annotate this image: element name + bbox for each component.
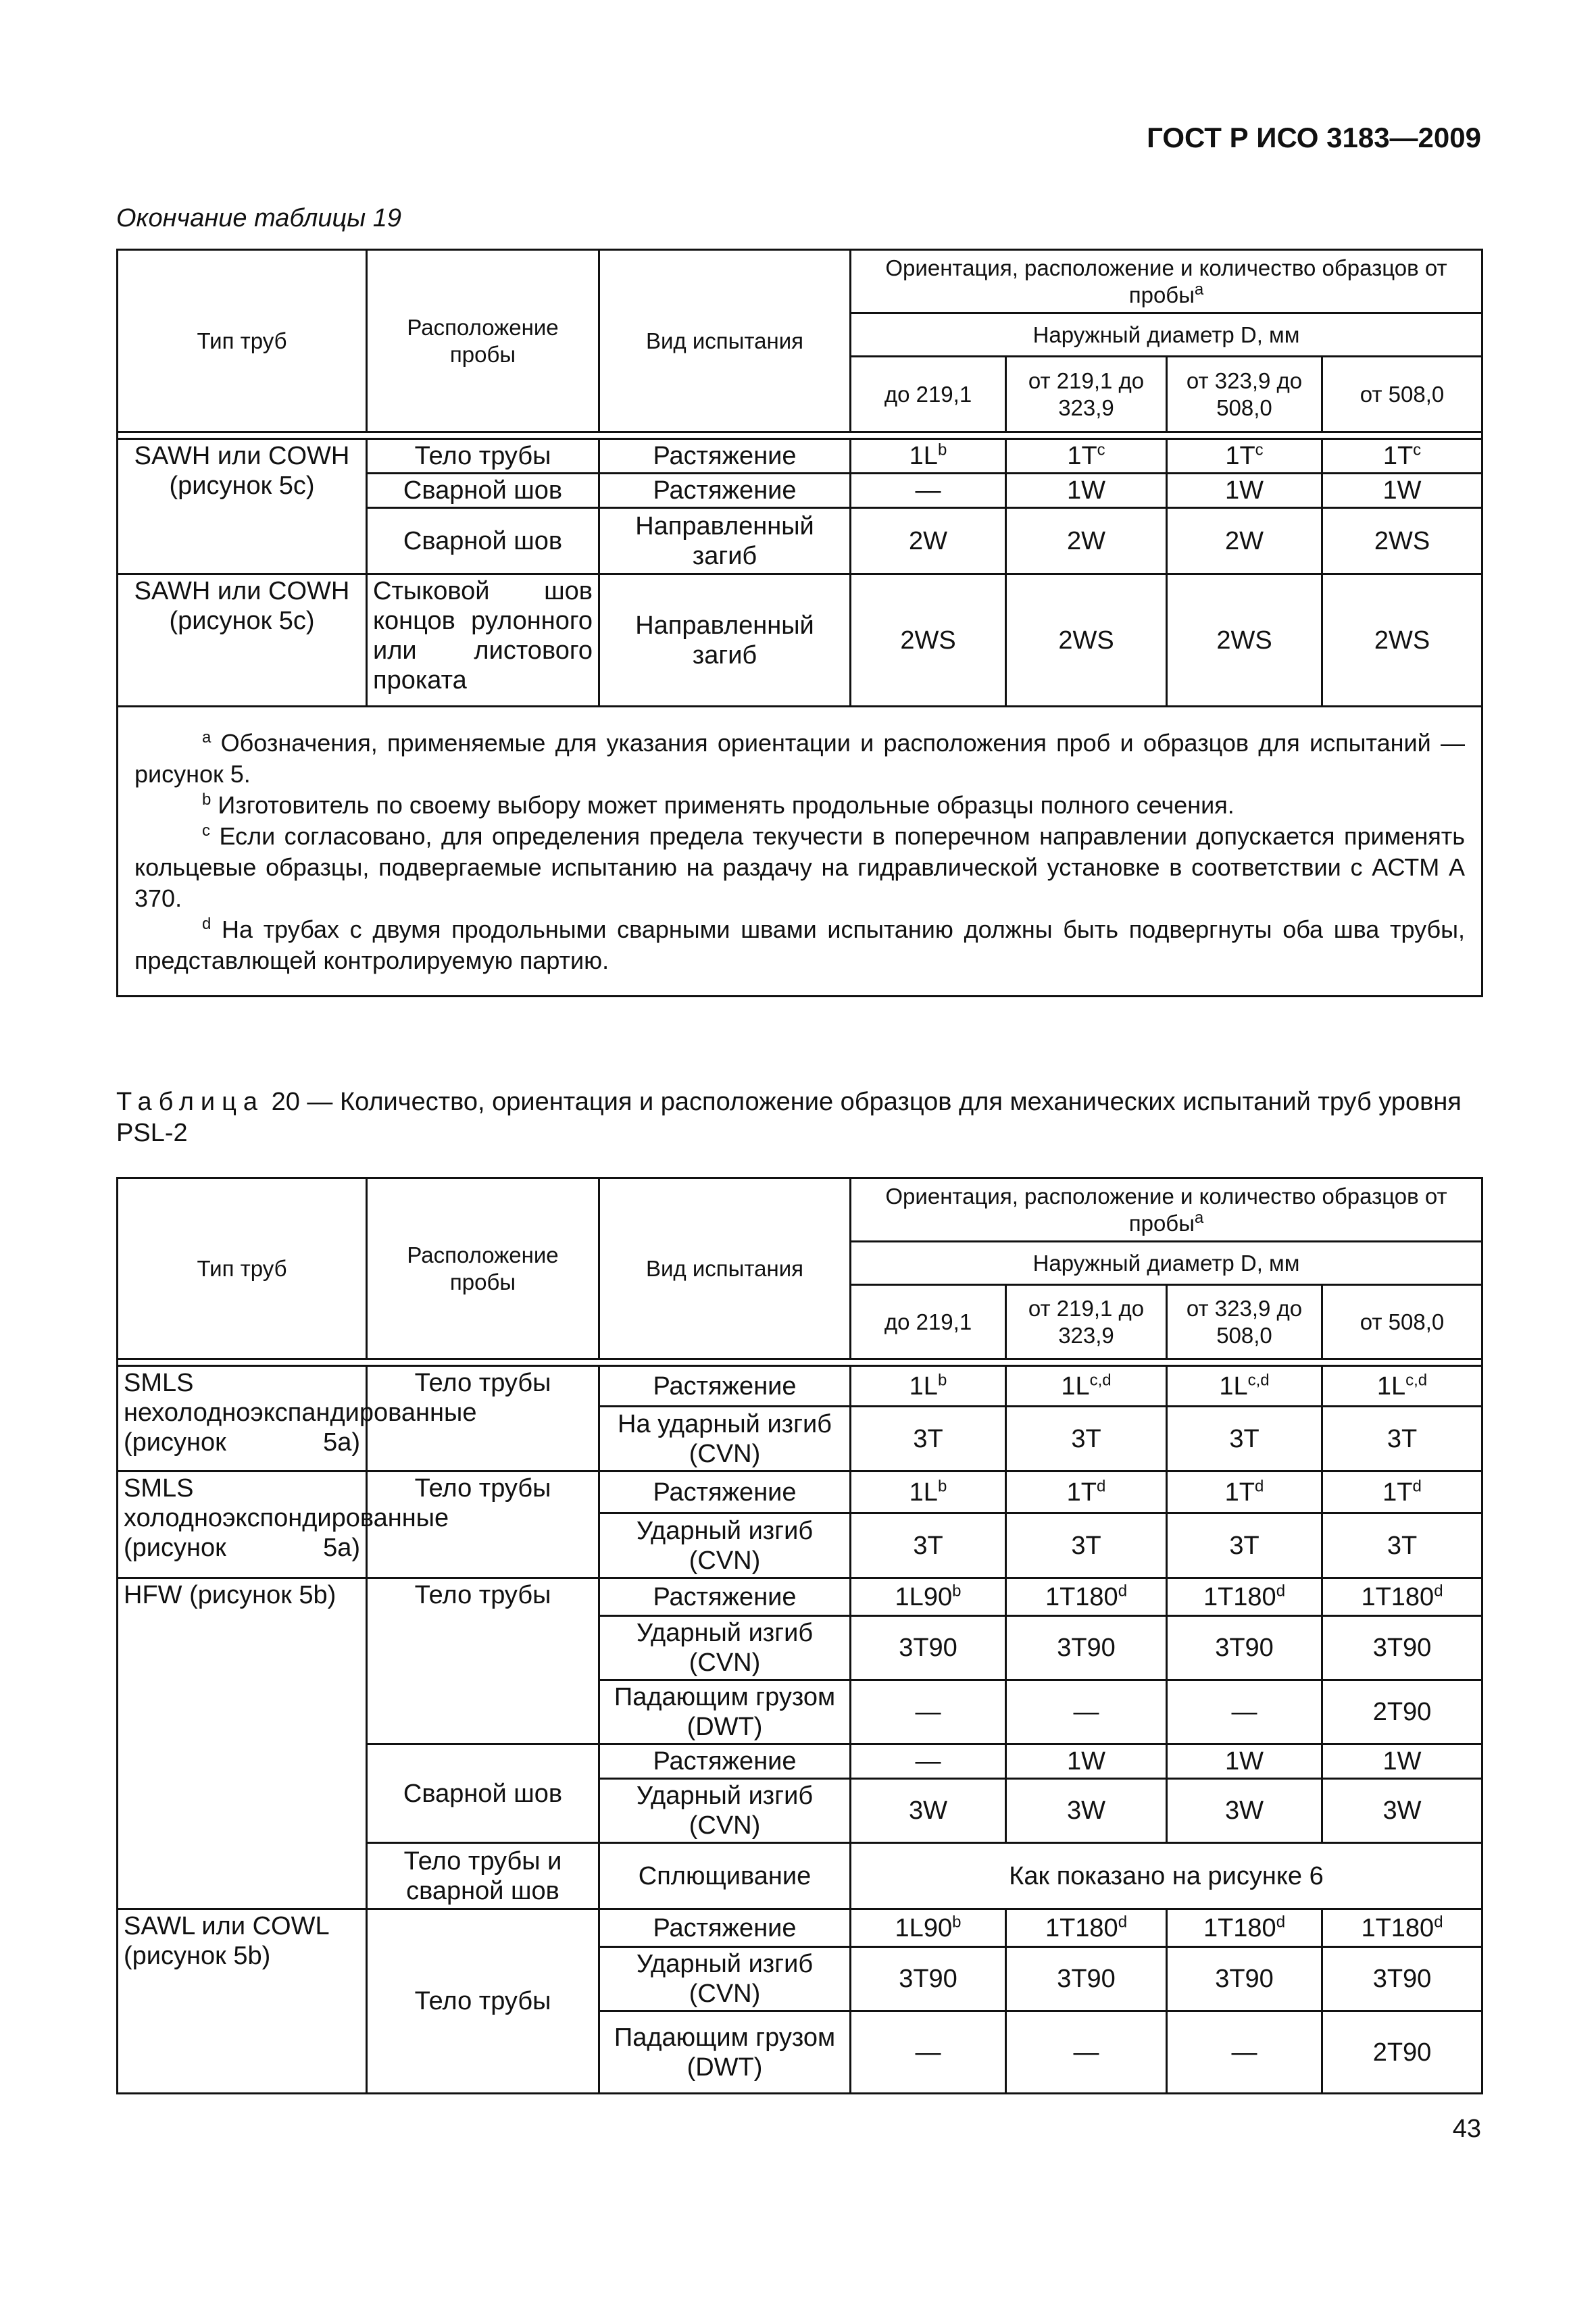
- cell-value: $1T^c$: [1167, 439, 1322, 474]
- cell-value: $1L^{c,d}$: [1006, 1366, 1167, 1407]
- cell-value: 3T: [851, 1513, 1006, 1578]
- table-header-row: [118, 1178, 1482, 1242]
- col-header-outer-diameter: Наружный диаметр D, мм: [851, 1242, 1482, 1285]
- cell-value: —: [1006, 2011, 1167, 2094]
- cell-value: 3T: [1167, 1513, 1322, 1578]
- col-header-d3: от 323,9 до 508,0: [1167, 1285, 1322, 1359]
- footnote-a: $^a$ Обозначения, применяемые для указания ориентации и расположения проб и образцов для испытаний — рисунок 5.: [134, 728, 1465, 788]
- cell-location: Тело трубы: [367, 1472, 599, 1578]
- cell-value: 2WS: [851, 574, 1006, 707]
- cell-test: Ударный изгиб (CVN): [599, 1616, 851, 1680]
- cell-test: Направленный загиб: [599, 574, 851, 707]
- document-header: ГОСТ Р ИСО 3183—2009: [1147, 122, 1481, 153]
- cell-location: Сварной шов: [367, 1744, 599, 1843]
- cell-value: —: [851, 474, 1006, 508]
- footnote-d: $^d$ На трубах с двумя продольными сварными швами испытанию должны быть подвергнуты оба шва трубы, представлющей контролируемую партию.: [134, 915, 1465, 974]
- cell-value: 3T: [1322, 1407, 1482, 1472]
- table-row: [118, 574, 1482, 707]
- table-row: [118, 1472, 1482, 1513]
- cell-value: 3T: [1167, 1407, 1322, 1472]
- page-number: 43: [1452, 2115, 1481, 2143]
- col-header-location: Расположение пробы: [367, 1178, 599, 1359]
- cell-test: Падающим грузом (DWT): [599, 1680, 851, 1744]
- cell-test: Ударный изгиб (CVN): [599, 1779, 851, 1843]
- cell-value: —: [851, 1744, 1006, 1779]
- table-row: [118, 439, 1482, 474]
- table-row: [118, 1366, 1482, 1407]
- cell-value: 1W: [1006, 1744, 1167, 1779]
- cell-value: 1T180$^d$: [1167, 1578, 1322, 1616]
- cell-value: 2T90: [1322, 1680, 1482, 1744]
- cell-value: $1T^d$: [1322, 1472, 1482, 1513]
- table-19: [116, 249, 1483, 997]
- col-header-pipe-type: Тип труб: [118, 1178, 367, 1359]
- cell-value: 1W: [1167, 1744, 1322, 1779]
- cell-test: На ударный изгиб (CVN): [599, 1407, 851, 1472]
- cell-location: Тело трубы и сварной шов: [367, 1843, 599, 1909]
- cell-value: —: [1167, 2011, 1322, 2094]
- col-header-orientation: Ориентация, расположение и количество образцов от пробы$^a$: [851, 1178, 1482, 1242]
- cell-location: Тело трубы: [367, 1578, 599, 1744]
- cell-value: 3T: [1006, 1513, 1167, 1578]
- cell-test: Ударный изгиб (CVN): [599, 1947, 851, 2011]
- cell-test: Сплющивание: [599, 1843, 851, 1909]
- table-notes: [118, 707, 1482, 997]
- cell-value: $1L^b$: [851, 1472, 1006, 1513]
- table-header-row: [118, 250, 1482, 313]
- cell-value: 2WS: [1322, 574, 1482, 707]
- cell-pipe-type: SAWH или COWH (рисунок 5с): [118, 439, 367, 574]
- cell-value: 3T: [851, 1407, 1006, 1472]
- cell-test: Растяжение: [599, 1578, 851, 1616]
- cell-value: $1L^b$: [851, 1366, 1006, 1407]
- cell-value: —: [1006, 1680, 1167, 1744]
- cell-value: 1T180$^d$: [1167, 1909, 1322, 1947]
- col-header-location: Расположение пробы: [367, 250, 599, 432]
- cell-value: 1T180$^d$: [1006, 1909, 1167, 1947]
- cell-value-merged: Как показано на рисунке 6: [851, 1843, 1482, 1909]
- cell-value: 3T90: [1322, 1947, 1482, 2011]
- cell-value: 3W: [1006, 1779, 1167, 1843]
- col-header-d2: от 219,1 до 323,9: [1006, 357, 1167, 432]
- col-header-d4: от 508,0: [1322, 357, 1482, 432]
- cell-value: 1W: [1167, 474, 1322, 508]
- cell-value: 3T90: [1006, 1947, 1167, 2011]
- cell-value: —: [851, 1680, 1006, 1744]
- col-header-outer-diameter: Наружный диаметр D, мм: [851, 313, 1482, 357]
- cell-location: Тело трубы: [367, 1909, 599, 2094]
- cell-test: Растяжение: [599, 474, 851, 508]
- cell-pipe-type: SMLS нехолоднoэкспандированные (рисунок 5а): [118, 1366, 367, 1472]
- cell-value: 1T180$^d$: [1322, 1578, 1482, 1616]
- col-header-d1: до 219,1: [851, 357, 1006, 432]
- cell-value: $1L^{c,d}$: [1167, 1366, 1322, 1407]
- cell-value: 3W: [851, 1779, 1006, 1843]
- cell-pipe-type: SAWH или COWH (рисунок 5с): [118, 574, 367, 707]
- cell-pipe-type: SMLS холодноэкспондированные (рисунок 5а): [118, 1472, 367, 1578]
- cell-value: 1W: [1322, 1744, 1482, 1779]
- cell-location: Сварной шов: [367, 474, 599, 508]
- table19-continuation-label: Окончание таблицы 19: [116, 204, 402, 232]
- col-header-orientation: Ориентация, расположение и количество образцов от пробы$^a$: [851, 250, 1482, 313]
- cell-value: $1L^b$: [851, 439, 1006, 474]
- cell-location: Тело трубы: [367, 439, 599, 474]
- footnote-b: $^b$ Изготовитель по своему выбору может применять продольные образцы полного сечения.: [202, 790, 1235, 819]
- table-row: [118, 1578, 1482, 1616]
- table-row: [118, 1909, 1482, 1947]
- cell-value: 3T: [1322, 1513, 1482, 1578]
- cell-test: Падающим грузом (DWT): [599, 2011, 851, 2094]
- cell-value: 3T90: [1006, 1616, 1167, 1680]
- cell-value: $1L^{c,d}$: [1322, 1366, 1482, 1407]
- cell-value: 2WS: [1167, 574, 1322, 707]
- col-header-test-type: Вид испытания: [599, 250, 851, 432]
- cell-value: 2WS: [1006, 574, 1167, 707]
- col-header-d1: до 219,1: [851, 1285, 1006, 1359]
- cell-value: 2W: [1167, 508, 1322, 574]
- col-header-d2: от 219,1 до 323,9: [1006, 1285, 1167, 1359]
- cell-value: $1T^d$: [1006, 1472, 1167, 1513]
- header-separator: [118, 1359, 1482, 1366]
- col-header-test-type: Вид испытания: [599, 1178, 851, 1359]
- cell-value: 3T90: [1167, 1616, 1322, 1680]
- cell-value: 1W: [1322, 474, 1482, 508]
- cell-value: 2W: [851, 508, 1006, 574]
- table20-caption: Таблица 20 — Количество, ориентация и расположение образцов для механических испытаний труб уровня PSL-2: [116, 1088, 1462, 1147]
- cell-value: 1T180$^d$: [1322, 1909, 1482, 1947]
- col-header-pipe-type: Тип труб: [118, 250, 367, 432]
- cell-test: Растяжение: [599, 439, 851, 474]
- col-header-d4: от 508,0: [1322, 1285, 1482, 1359]
- cell-value: 3T90: [1167, 1947, 1322, 2011]
- cell-location: Стыковой шов концов рулонного или листового проката: [367, 574, 599, 707]
- col-header-d3: от 323,9 до 508,0: [1167, 357, 1322, 432]
- cell-value: 2T90: [1322, 2011, 1482, 2094]
- cell-value: $1T^d$: [1167, 1472, 1322, 1513]
- cell-value: 3W: [1322, 1779, 1482, 1843]
- cell-pipe-type: HFW (рисунок 5b): [118, 1578, 367, 1909]
- cell-test: Растяжение: [599, 1472, 851, 1513]
- footnote-c: $^c$ Если согласовано, для определения предела текучести в поперечном направлении допускается применять кольцевые образцы, подвергаемые испытанию на раздачу на гидравлической установке в соответствии с АСТМ А 370.: [134, 822, 1465, 912]
- cell-value: 1L90$^b$: [851, 1578, 1006, 1616]
- cell-value: 3T90: [851, 1947, 1006, 2011]
- cell-value: 3T90: [851, 1616, 1006, 1680]
- cell-value: $1T^c$: [1322, 439, 1482, 474]
- cell-test: Растяжение: [599, 1909, 851, 1947]
- cell-value: 3T: [1006, 1407, 1167, 1472]
- table-20: [116, 1177, 1483, 2094]
- cell-value: 3T90: [1322, 1616, 1482, 1680]
- cell-test: Направленный загиб: [599, 508, 851, 574]
- cell-value: —: [1167, 1680, 1322, 1744]
- cell-test: Растяжение: [599, 1744, 851, 1779]
- header-separator: [118, 432, 1482, 439]
- cell-value: 2WS: [1322, 508, 1482, 574]
- cell-value: 3W: [1167, 1779, 1322, 1843]
- cell-location: Тело трубы: [367, 1366, 599, 1472]
- cell-value: 1W: [1006, 474, 1167, 508]
- cell-pipe-type: SAWL или COWL (рисунок 5b): [118, 1909, 367, 2094]
- cell-value: —: [851, 2011, 1006, 2094]
- cell-value: $1T^c$: [1006, 439, 1167, 474]
- cell-value: 1T180$^d$: [1006, 1578, 1167, 1616]
- cell-value: 1L90$^b$: [851, 1909, 1006, 1947]
- cell-location: Сварной шов: [367, 508, 599, 574]
- cell-test: Растяжение: [599, 1366, 851, 1407]
- notes-row: [118, 707, 1482, 997]
- cell-test: Ударный изгиб (CVN): [599, 1513, 851, 1578]
- cell-value: 2W: [1006, 508, 1167, 574]
